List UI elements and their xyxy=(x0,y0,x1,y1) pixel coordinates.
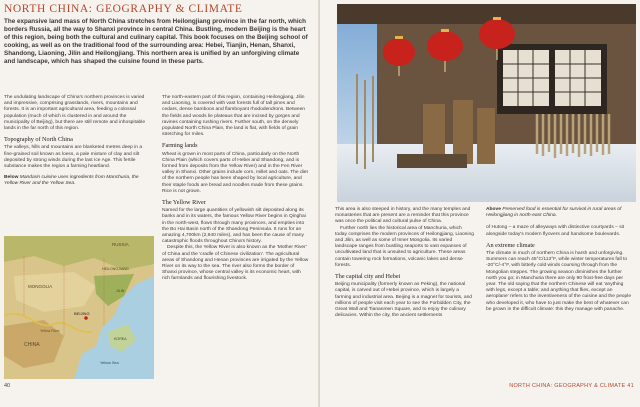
yellow-river-paragraph-1: Named for the large quantities of yellowish silt deposited along its banks and in its waters, the famous Yellow River begins in Qinghai in the north-west, flows through many provinces, and empties into the Bo Hai Basin north of the Shandong Peninsula. It runs for an amazing 4,700km (2,940 miles), and has been the cause of many catastrophic floods throughout China's history. xyxy=(162,208,306,245)
map-caption-text: Mandarin cuisine uses ingredients from Manchuria, the Yellow River and the Yellow Sea. xyxy=(4,175,139,187)
map-label-russia: RUSSIA xyxy=(112,242,129,247)
map-label-beijing: BEIJING xyxy=(74,311,90,316)
map-graphic xyxy=(4,236,154,379)
yellow-river-heading: The Yellow River xyxy=(162,199,206,207)
farming-paragraph: Wheat is grown in most parts of China, particularly on the North China Plain (which covers parts of Hebei and Shandong, and is formed from deposits from the Yellow River) and in the Fen River valley in Shanxi. Other grains include corn, millet and oats. The diet of the northern people has been shaped by local agriculture, and their staple foods are bread and noodles made from these grains. Rice is not grown. xyxy=(162,151,308,194)
farming-heading: Farming lands xyxy=(162,142,198,150)
right-col2-paragraph: of Hutong – a maze of alleyways with distinctive courtyards – sit alongside today's modern flyovers and handsome boulevards. xyxy=(486,225,625,237)
photo-graphic xyxy=(337,4,636,202)
left-column-1 xyxy=(4,95,150,188)
intro-paragraph: The expansive land mass of North China stretches from Heilongjiang province in the far north, which borders Russia, all the way to Shanxi province in central China. Bustling, modern Beijing is the heart of this region, being both the cultural and culinary capital. This book focuses on the Beijing school of cooking, as well as on the traditional food of the surrounding area: Hebei, Tianjin, Henan, Shanxi, Shandong, Liaoning, Jilin and Heilongjiang. This northern area is unified by an unforgiving climate and landscape, which has shaped the cuisine found in these parts. xyxy=(4,18,308,65)
left-column-2 xyxy=(162,95,310,288)
map-label-mongolia: MONGOLIA xyxy=(28,284,53,289)
running-footer-right: NORTH CHINA: GEOGRAPHY & CLIMATE 41 xyxy=(509,383,634,389)
chapter-title: NORTH CHINA: GEOGRAPHY & CLIMATE xyxy=(4,3,243,15)
left-col1-paragraph: The undulating landscape of China's northern provinces is varied and impressive, comprising grasslands, rivers, mountains and forests. It is an important agricultural area, feeding a colossal population (much of which is clustered in and around the municipality of Beijing), but there are still remote and inhospitable lands in the far north of this region. xyxy=(4,95,146,132)
capital-paragraph: Beijing municipality (formerly known as Peking), the national capital, is carved out of Hebei province, which is largely a farming and industrial area. Beijing is a magnet for tourists, and millions of people visit each year to see the Forbidden City, the Great Wall and Tiananmen Square, and to enjoy the culinary delicacies. Within the city, the ancient settlements xyxy=(335,282,473,319)
map-caption-lead: Below xyxy=(4,175,19,181)
topography-paragraph: The valleys, hills and mountains are blanketed metres deep in a fine-grained soil known as loess, a pale mixture of clay and silt deposited by strong winds during the last Ice Age. This fertile substance makes the region a farming heartland. xyxy=(4,145,143,170)
map-label-heilongjiang: HEILONGJIANG xyxy=(102,267,129,271)
map-caption xyxy=(4,175,150,187)
right-col1-paragraph-1: This area is also steeped in history, and the many temples and monasteries that are present are a reminder that this province was once the political and cultural pulse of China. xyxy=(335,207,471,225)
preserved-food-photo xyxy=(337,4,636,202)
map-label-china: CHINA xyxy=(24,342,40,348)
left-col2-paragraph: The north-eastern part of this region, containing Heilongjiang, Jilin and Liaoning, is covered with vast forests full of tall pines and cedars, dense bamboos and flamboyant rhododendrons. Between the fields and woods lie plateaus that are incised by gorges and ravines containing rushing rivers. Further south, on the densely populated North China Plain, the land is flat, with fields of grain stretching for miles. xyxy=(162,95,306,138)
map-label-jilin: JILIN xyxy=(116,289,125,293)
climate-paragraph: The climate in much of northern China is harsh and unforgiving. Summers can reach 45°C/113°F, while winter temperatures fall to -20°C/-4°F, with bitterly cold winds coursing through from the Mongolian steppes. The growing season diminishes the further north you go; in Manchuria there are only 90 frost-free days per year. The old saying that the northern Chinese will eat 'anything with legs, except a table; and anything that flies, except an aeroplane' refers to the inventiveness of the cuisine and the people who developed it, who have to just make the best of whatever can be grown in the difficult climate: this they manage with panache. xyxy=(486,251,632,312)
climate-heading: An extreme climate xyxy=(486,241,535,249)
yellow-river-paragraph-2: Despite this, the Yellow River is also known as the 'Mother River' of China and the 'cradle of Chinese civilization'. The agricultural areas of Shandong and Henan provinces are irrigated by the Yellow River on its way to the sea. The river also forms the border of Shanxi province, whose central valley is its economic heart, with rich farmlands and flourishing livestock. xyxy=(162,245,309,282)
map-label-yellow-river: Yellow River xyxy=(40,329,60,333)
capital-heading: The capital city and Hebei xyxy=(335,273,401,281)
page-number-left: 40 xyxy=(4,383,11,389)
north-china-map xyxy=(4,236,154,379)
right-page xyxy=(320,0,640,407)
right-col1-paragraph-2: Further north lies the historical area of Manchuria, which today comprises the modern provinces of Heilongjiang, Liaoning and Jilin, as well as some of Inner Mongolia. Its varied landscape ranges from bustling seaports to vast expanses of uncultivated land that is unsuited to agriculture. These areas contain towering rock formations, volcanic lakes and dense forests. xyxy=(335,225,474,268)
right-column-1 xyxy=(335,207,475,324)
photo-caption-lead: Above xyxy=(486,207,501,212)
topography-heading: Topography of North China xyxy=(4,136,73,144)
photo-caption xyxy=(486,207,632,219)
right-column-2 xyxy=(486,207,632,318)
photo-caption-text: Preserved food is essential for survival in rural areas of Heilongjiang in north-east China. xyxy=(486,207,622,219)
map-label-yellow-sea: Yellow Sea xyxy=(100,361,119,365)
map-label-korea: KOREA xyxy=(114,337,127,341)
